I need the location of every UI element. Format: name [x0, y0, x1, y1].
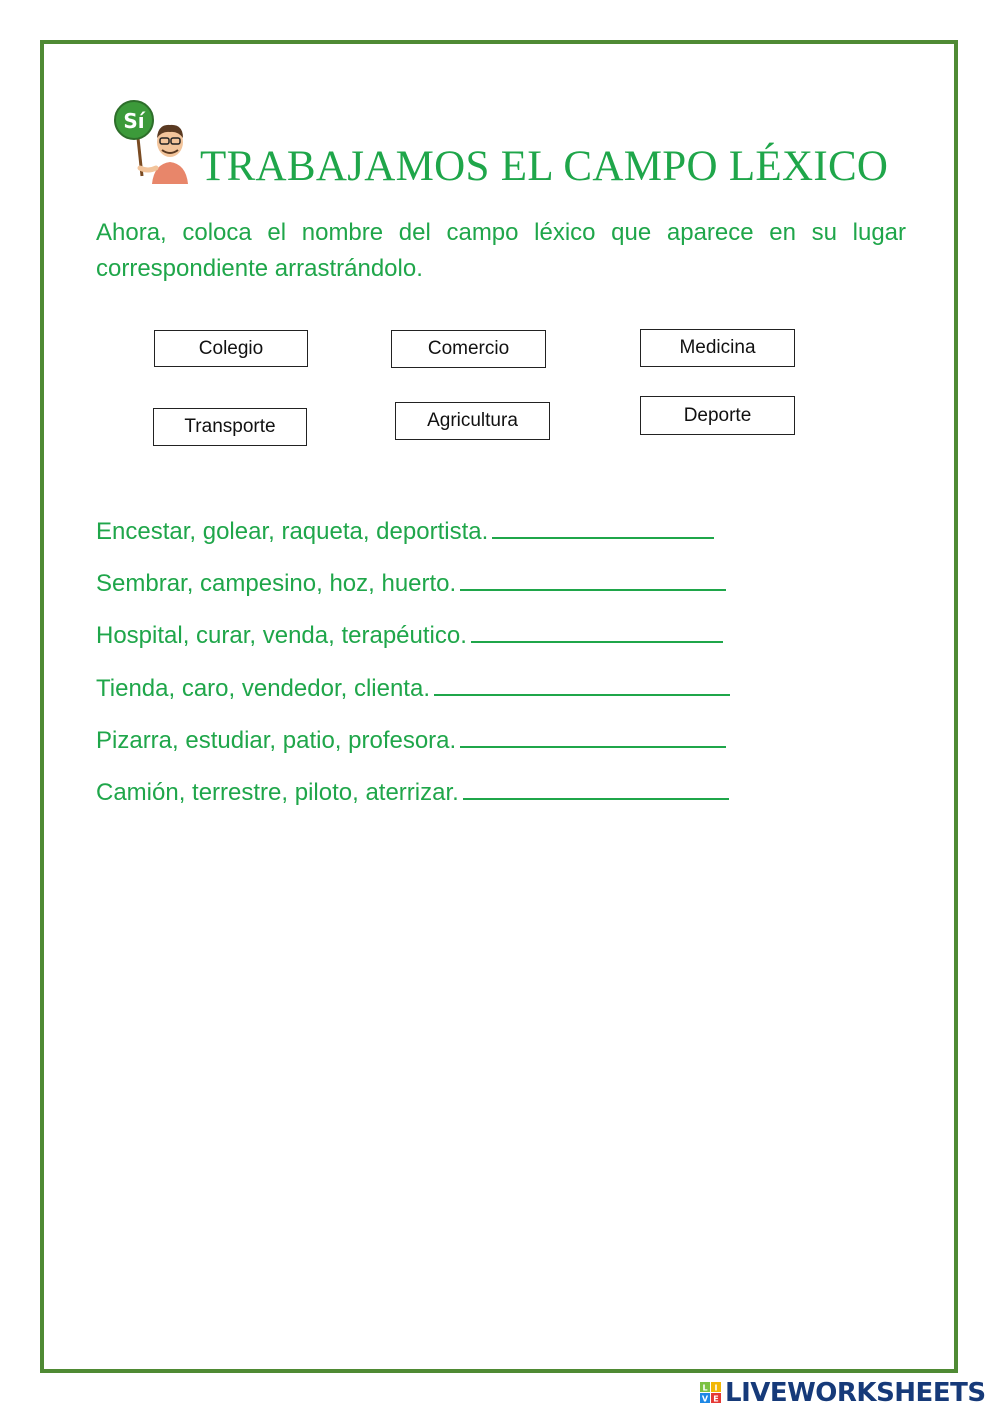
drag-chip-transporte[interactable]: Transporte	[153, 408, 307, 446]
svg-text:E: E	[713, 1394, 719, 1404]
sentence-row	[96, 619, 723, 650]
sentence-row	[96, 567, 726, 598]
drop-target-blank[interactable]	[460, 567, 726, 591]
drag-chip-deporte[interactable]: Deporte	[640, 396, 795, 435]
svg-text:I: I	[714, 1383, 718, 1393]
sentence-row	[96, 672, 730, 703]
sentence-text: Encestar, golear, raqueta, deportista.	[96, 518, 489, 545]
drop-target-blank[interactable]	[460, 724, 726, 748]
sentence-text: Pizarra, estudiar, patio, profesora.	[96, 727, 457, 754]
instructions-text: Ahora, coloca el nombre del campo léxico que aparece en su lugar correspondiente arrastrándolo.	[96, 219, 906, 282]
svg-text:L: L	[702, 1383, 708, 1393]
sentence-text: Hospital, curar, venda, terapéutico.	[96, 622, 467, 649]
drop-target-blank[interactable]	[471, 619, 723, 643]
drag-chip-comercio[interactable]: Comercio	[391, 330, 546, 368]
drag-chip-medicina[interactable]: Medicina	[640, 329, 795, 367]
drop-target-blank[interactable]	[434, 672, 730, 696]
worksheet-title: TRABAJAMOS EL CAMPO LÉXICO	[200, 143, 889, 190]
drag-chip-agricultura[interactable]: Agricultura	[395, 402, 550, 440]
drop-target-blank[interactable]	[492, 515, 714, 539]
svg-text:V: V	[701, 1394, 709, 1404]
sentence-text: Sembrar, campesino, hoz, huerto.	[96, 570, 457, 597]
liveworksheets-icon	[700, 1382, 722, 1404]
badge-text: Sí	[123, 109, 145, 133]
teacher-avatar-icon	[108, 98, 198, 188]
brand-name: LIVEWORKSHEETS	[725, 1378, 986, 1408]
sentence-row	[96, 724, 726, 755]
drop-target-blank[interactable]	[463, 776, 729, 800]
drag-chip-colegio[interactable]: Colegio	[154, 330, 308, 367]
sentence-text: Camión, terrestre, piloto, aterrizar.	[96, 779, 459, 806]
sentence-row	[96, 515, 714, 546]
sentence-text: Tienda, caro, vendedor, clienta.	[96, 675, 430, 702]
liveworksheets-logo	[700, 1378, 986, 1408]
sentence-row	[96, 776, 729, 807]
